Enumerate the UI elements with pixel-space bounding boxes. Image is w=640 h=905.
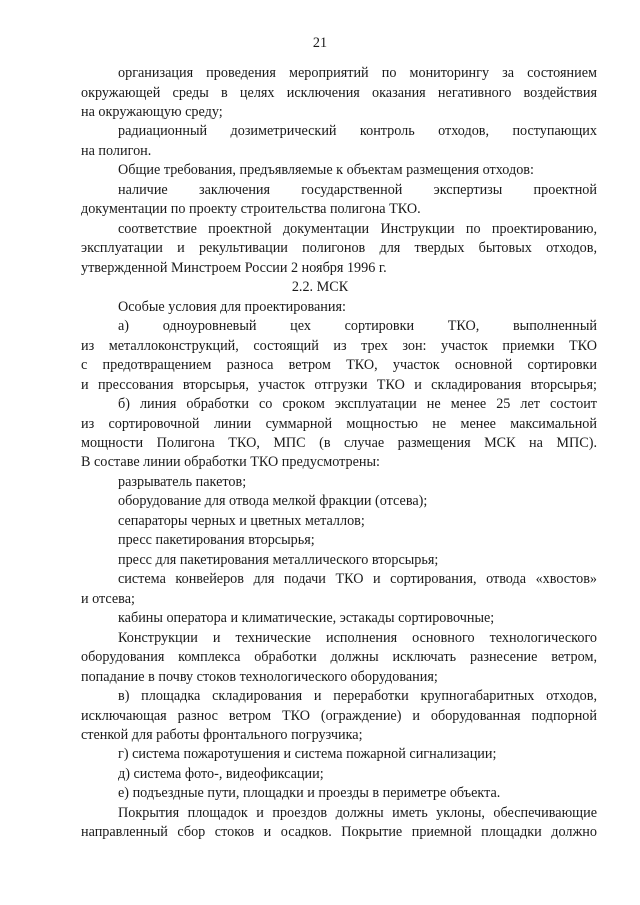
text-line: стенкой для работы фронтального погрузчика;	[81, 727, 363, 743]
text-line: в) площадка складирования и переработки крупногабаритных отходов,	[118, 688, 597, 704]
text-line: из сортировочной линии суммарной мощностью не менее максимальной	[81, 415, 597, 432]
text-line: и прессования вторсырья, участок отгрузки ТКО и складирования вторсырья;	[81, 376, 597, 393]
text-line: мощности Полигона ТКО, МПС (в случае размещения МСК на МПС).	[81, 434, 597, 451]
text-line: на полигон.	[81, 142, 152, 159]
text-line: д) система фото-, видеофиксации;	[118, 765, 324, 782]
text-line: организация проведения мероприятий по мониторингу за состоянием	[118, 65, 597, 81]
text-line: а) одноуровневый цех сортировки ТКО, выполненный	[118, 318, 597, 335]
text-line: с предотвращением разноса ветром ТКО, участок основной сортировки	[81, 357, 597, 373]
text-line: документации по проекту строительства полигона ТКО.	[81, 201, 421, 218]
text-line: В составе линии обработки ТКО предусмотрены:	[81, 454, 380, 471]
text-line: и отсева;	[81, 590, 135, 607]
text-line: окружающей среды в целях исключения оказания негативного воздействия	[81, 84, 597, 101]
page-number: 21	[312, 35, 328, 51]
text-line: на окружающую среду;	[81, 103, 223, 120]
text-line: наличие заключения государственной экспертизы проектной	[118, 181, 597, 198]
section-heading: 2.2. МСК	[291, 279, 349, 296]
text-line: Конструкции и технические исполнения основного технологического	[118, 629, 597, 646]
text-line: попадание в почву стоков технологического оборудования;	[81, 668, 438, 685]
text-line: сепараторы черных и цветных металлов;	[118, 512, 365, 529]
text-line: г) система пожаротушения и система пожарной сигнализации;	[118, 746, 497, 763]
text-line: система конвейеров для подачи ТКО и сортирования, отвода «хвостов»	[118, 571, 597, 588]
text-line: б) линия обработки со сроком эксплуатации не менее 25 лет состоит	[118, 396, 597, 412]
text-line: Особые условия для проектирования:	[118, 298, 346, 315]
text-line: Общие требования, предъявляемые к объектам размещения отходов:	[118, 162, 534, 179]
text-line: радиационный дозиметрический контроль отходов, поступающих	[118, 123, 597, 140]
text-line: е) подъездные пути, площадки и проезды в периметре объекта.	[118, 785, 501, 802]
text-line: оборудование для отвода мелкой фракции (отсева);	[118, 493, 428, 510]
text-line: пресс для пакетирования металлического вторсырья;	[118, 551, 439, 568]
text-line: эксплуатации и рекультивации полигонов для твердых бытовых отходов,	[81, 240, 597, 257]
text-line: кабины оператора и климатические, эстакады сортировочные;	[118, 610, 495, 627]
text-line: утвержденной Минстроем России 2 ноября 1996 г.	[81, 259, 387, 276]
text-line: разрыватель пакетов;	[118, 473, 247, 490]
text-line: из металлоконструкций, состоящий из трех зон: участок приемки ТКО	[81, 337, 597, 354]
text-line: направленный сбор стоков и осадков. Покрытие приемной площадки должно	[81, 824, 597, 841]
text-line: оборудования комплекса обработки должны исключать разнесение ветром,	[81, 649, 597, 666]
text-line: исключающая разнос ветром ТКО (ограждение) и оборудованная подпорной	[81, 707, 597, 724]
text-line: Покрытия площадок и проездов должны иметь уклоны, обеспечивающие	[118, 804, 597, 821]
text-line: соответствие проектной документации Инструкции по проектированию,	[118, 220, 597, 237]
text-line: пресс пакетирования вторсырья;	[118, 532, 315, 549]
